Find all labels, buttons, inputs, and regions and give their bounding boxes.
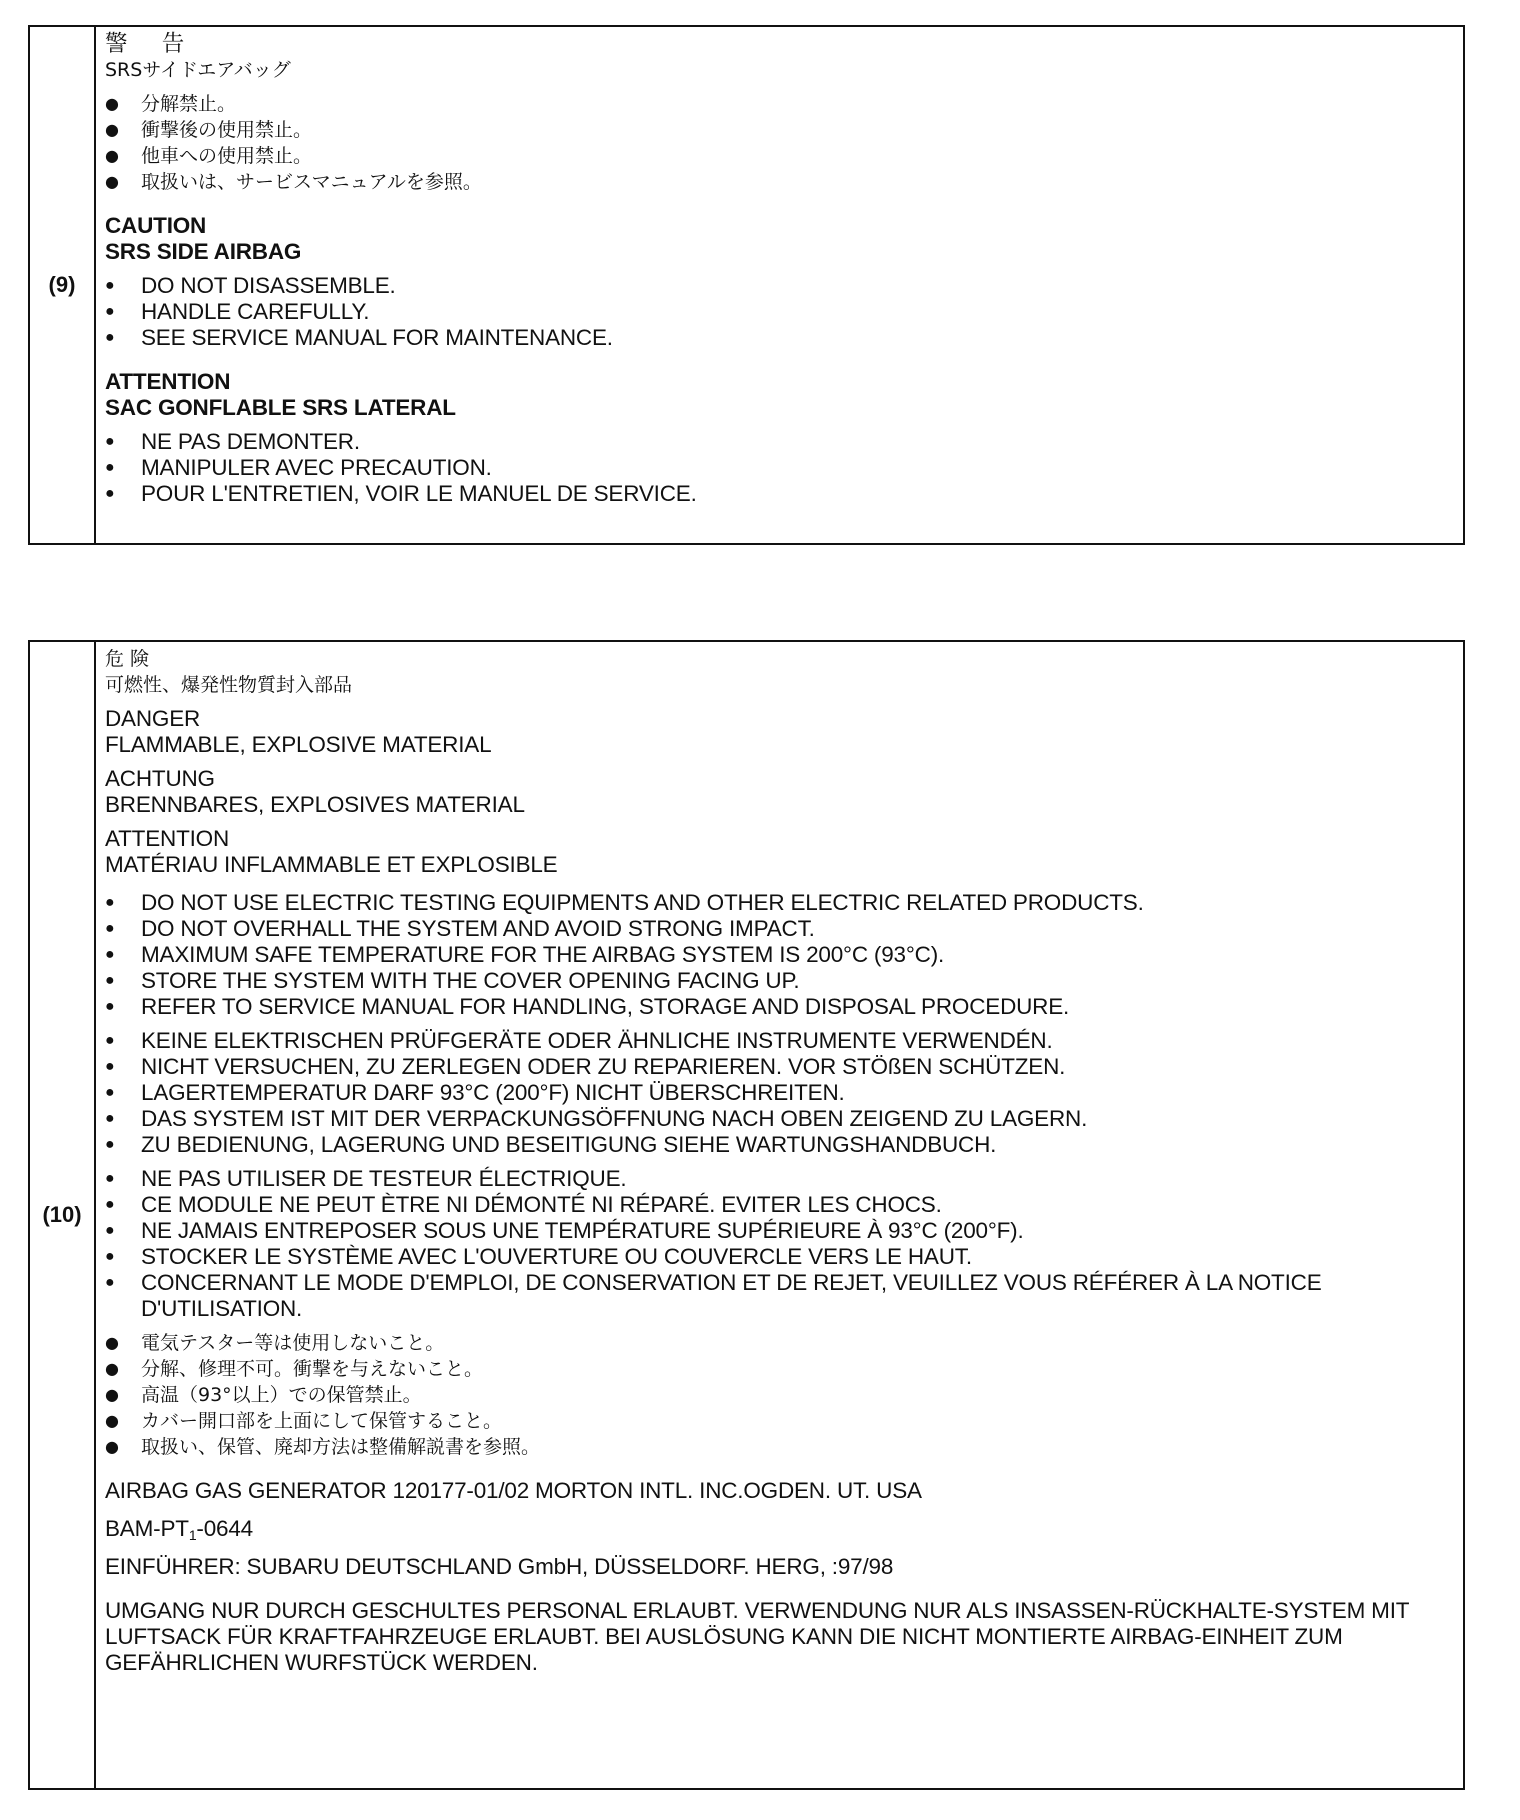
label-content-10 <box>96 642 1463 1788</box>
en-bullet-list <box>105 273 1453 351</box>
list-item: ● STORE THE SYSTEM WITH THE COVER OPENING FACING UP. <box>105 968 1453 994</box>
jp-heading: 危 険 <box>105 648 150 670</box>
list-item: ● 衝撃後の使用禁止。 <box>105 117 1453 143</box>
list-item: ● CE MODULE NE PEUT ÈTRE NI DÉMONTÉ NI RÉPARÉ. EVITER LES CHOCS. <box>105 1192 1453 1218</box>
list-item: ● SEE SERVICE MANUAL FOR MAINTENANCE. <box>105 325 1453 351</box>
de-heading: ACHTUNG <box>105 766 215 791</box>
fr-bullet-list <box>105 429 1453 507</box>
de-subheading: BRENNBARES, EXPLOSIVES MATERIAL <box>105 792 525 817</box>
jp-bullet-list <box>105 1330 1453 1460</box>
en-bullet-list <box>105 890 1453 1020</box>
bam-prefix: BAM-PT <box>105 1516 189 1541</box>
bam-code <box>105 1516 1453 1542</box>
list-item: ● DAS SYSTEM IST MIT DER VERPACKUNGSÖFFNUNG NACH OBEN ZEIGEND ZU LAGERN. <box>105 1106 1453 1132</box>
fr-heading: ATTENTION <box>105 826 230 851</box>
list-item: ● 高温（93°以上）での保管禁止。 <box>105 1382 1453 1408</box>
en-heading: DANGER <box>105 706 201 731</box>
gas-generator-line: AIRBAG GAS GENERATOR 120177-01/02 MORTON INTL. INC.OGDEN. UT. USA <box>105 1478 922 1503</box>
list-item: ● MANIPULER AVEC PRECAUTION. <box>105 455 1453 481</box>
jp-heading: 警 告 <box>105 31 199 56</box>
en-heading: CAUTION <box>105 213 207 238</box>
handling-paragraph: UMGANG NUR DURCH GESCHULTES PERSONAL ERLAUBT. VERWENDUNG NUR ALS INSASSEN-RÜCKHALTE-SYSTEM MIT LUFTSACK FÜR KRAFTFAHRZEUGE ERLAUBT. BEI AUSLÖSUNG KANN DIE NICHT MONTIERTE AIRBAG-EINHEIT ZUM GEFÄHRLICHEN WURFSTÜCK WERDEN. <box>105 1598 1409 1675</box>
list-item: ● DO NOT OVERHALL THE SYSTEM AND AVOID STRONG IMPACT. <box>105 916 1453 942</box>
jp-subheading: 可燃性、爆発性物質封入部品 <box>105 674 353 696</box>
item-number-10: (10) <box>30 642 96 1788</box>
list-item: ● 他車への使用禁止。 <box>105 143 1453 169</box>
label-box-10 <box>28 640 1465 1790</box>
en-subheading: SRS SIDE AIRBAG <box>105 239 302 264</box>
list-item: ● POUR L'ENTRETIEN, VOIR LE MANUEL DE SERVICE. <box>105 481 1453 507</box>
list-item: ● 取扱いは、サービスマニュアルを参照。 <box>105 169 1453 195</box>
label-box-9 <box>28 25 1465 545</box>
list-item: ● REFER TO SERVICE MANUAL FOR HANDLING, STORAGE AND DISPOSAL PROCEDURE. <box>105 994 1453 1020</box>
importer-line: EINFÜHRER: SUBARU DEUTSCHLAND GmbH, DÜSSELDORF. HERG, :97/98 <box>105 1554 894 1579</box>
jp-subheading: SRSサイドエアバッグ <box>105 59 291 81</box>
de-bullet-list <box>105 1028 1453 1158</box>
list-item: ● CONCERNANT LE MODE D'EMPLOI, DE CONSERVATION ET DE REJET, VEUILLEZ VOUS RÉFÉRER À LA NOTICE D'UTILISATION. <box>105 1270 1453 1322</box>
bam-subscript: 1 <box>188 1527 197 1543</box>
list-item: ● カバー開口部を上面にして保管すること。 <box>105 1408 1453 1434</box>
list-item: ● NE PAS UTILISER DE TESTEUR ÉLECTRIQUE. <box>105 1166 1453 1192</box>
list-item: ● DO NOT DISASSEMBLE. <box>105 273 1453 299</box>
list-item: ● 取扱い、保管、廃却方法は整備解説書を参照。 <box>105 1434 1453 1460</box>
list-item: ● NE PAS DEMONTER. <box>105 429 1453 455</box>
en-subheading: FLAMMABLE, EXPLOSIVE MATERIAL <box>105 732 492 757</box>
list-item: ● 電気テスター等は使用しないこと。 <box>105 1330 1453 1356</box>
list-item: ● KEINE ELEKTRISCHEN PRÜFGERÄTE ODER ÄHNLICHE INSTRUMENTE VERWENDÉN. <box>105 1028 1453 1054</box>
list-item: ● STOCKER LE SYSTÈME AVEC L'OUVERTURE OU COUVERCLE VERS LE HAUT. <box>105 1244 1453 1270</box>
fr-subheading: MATÉRIAU INFLAMMABLE ET EXPLOSIBLE <box>105 852 558 877</box>
bam-suffix: -0644 <box>196 1516 253 1541</box>
list-item: ● LAGERTEMPERATUR DARF 93°C (200°F) NICHT ÜBERSCHREITEN. <box>105 1080 1453 1106</box>
fr-subheading: SAC GONFLABLE SRS LATERAL <box>105 395 456 420</box>
list-item: ● NE JAMAIS ENTREPOSER SOUS UNE TEMPÉRATURE SUPÉRIEURE À 93°C (200°F). <box>105 1218 1453 1244</box>
list-item: ● 分解禁止。 <box>105 91 1453 117</box>
list-item: ● HANDLE CAREFULLY. <box>105 299 1453 325</box>
list-item: ● 分解、修理不可。衝撃を与えないこと。 <box>105 1356 1453 1382</box>
fr-bullet-list <box>105 1166 1453 1322</box>
label-content-9 <box>96 27 1463 543</box>
list-item: ● ZU BEDIENUNG, LAGERUNG UND BESEITIGUNG SIEHE WARTUNGSHANDBUCH. <box>105 1132 1453 1158</box>
item-number-9: (9) <box>30 27 96 543</box>
list-item: ● NICHT VERSUCHEN, ZU ZERLEGEN ODER ZU REPARIEREN. VOR STÖßEN SCHÜTZEN. <box>105 1054 1453 1080</box>
list-item: ● DO NOT USE ELECTRIC TESTING EQUIPMENTS AND OTHER ELECTRIC RELATED PRODUCTS. <box>105 890 1453 916</box>
jp-bullet-list <box>105 91 1453 195</box>
list-item: ● MAXIMUM SAFE TEMPERATURE FOR THE AIRBAG SYSTEM IS 200°C (93°C). <box>105 942 1453 968</box>
fr-heading: ATTENTION <box>105 369 231 394</box>
